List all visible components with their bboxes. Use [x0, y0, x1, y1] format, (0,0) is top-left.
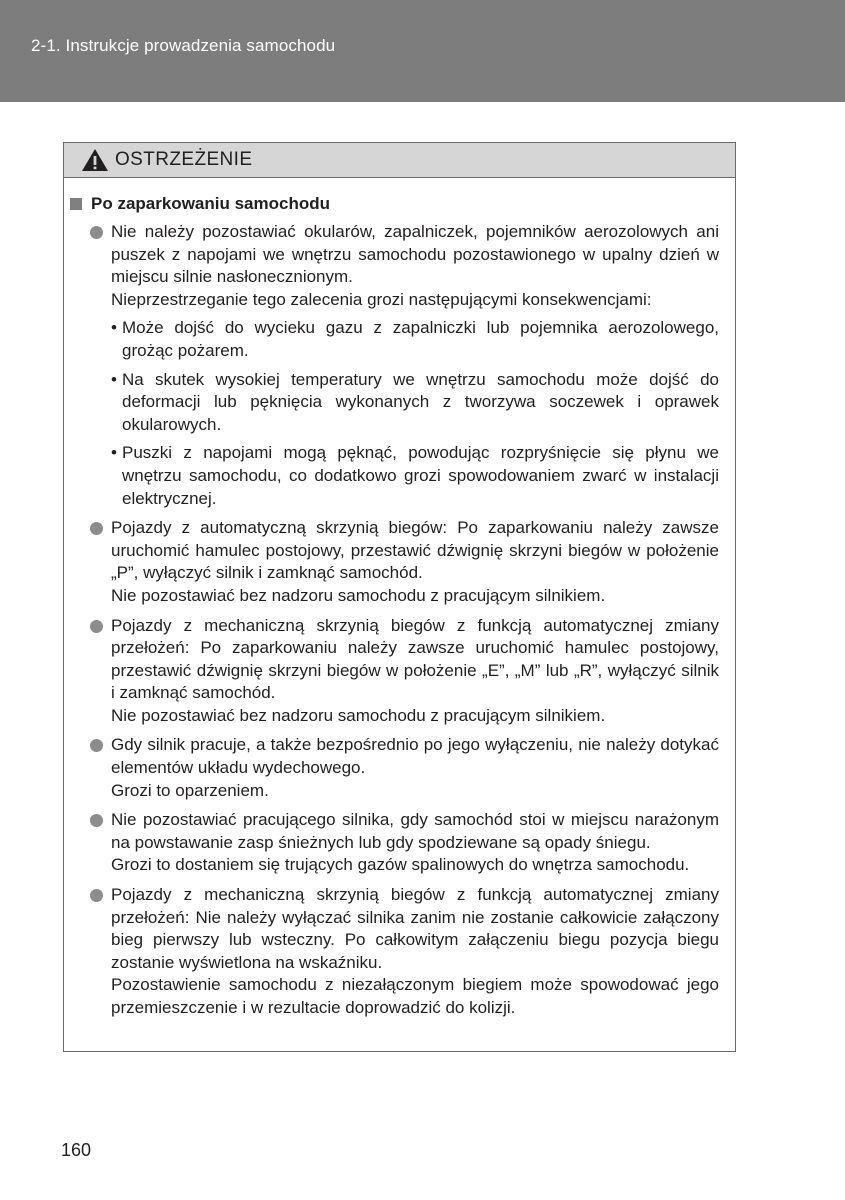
item-paragraph: Pojazdy z mechaniczną skrzynią biegów z funkcją automatycznej zmiany przełożeń: Po zaparkowaniu należy zawsze uruchomić hamulec postojowy, przestawić dźwignię skrzyni biegów w położenie „E”, „M” lub „R”, wyłączyć silnik i zamknąć samochód.	[111, 615, 719, 703]
item-paragraph: Grozi to oparzeniem.	[111, 780, 269, 800]
warning-triangle-icon	[81, 148, 109, 172]
small-bullet-icon: •	[111, 443, 117, 463]
header-bar	[0, 0, 845, 102]
sub-list-item	[111, 442, 719, 510]
sub-list-item	[111, 317, 719, 362]
item-paragraph: Grozi to dostaniem się trujących gazów spalinowych do wnętrza samochodu.	[111, 855, 690, 875]
item-paragraph: Gdy silnik pracuje, a także bezpośrednio po jego wyłączeniu, nie należy dotykać elementów układu wydechowego.	[111, 735, 719, 778]
section-heading	[69, 193, 719, 215]
warning-item	[69, 517, 719, 607]
round-bullet-icon	[90, 889, 103, 902]
warning-item	[69, 884, 719, 1020]
warning-header	[64, 143, 735, 178]
item-paragraph: Nie pozostawiać bez nadzoru samochodu z pracującym silnikiem.	[111, 585, 606, 605]
section-heading-text: Po zaparkowaniu samochodu	[91, 194, 330, 213]
warning-title: OSTRZEŻENIE	[115, 149, 253, 170]
round-bullet-icon	[90, 620, 103, 633]
warning-item	[69, 615, 719, 728]
page-number: 160	[61, 1140, 92, 1160]
round-bullet-icon	[90, 739, 103, 752]
sub-item-text: Puszki z napojami mogą pęknąć, powodując rozpryśnięcie się płynu we wnętrzu samochodu, co dodatkowo grozi spowodowaniem zwarć w instalacji elektrycznej.	[122, 443, 719, 508]
item-paragraph: Nieprzestrzeganie tego zalecenia grozi następującymi konsekwencjami:	[111, 289, 652, 309]
warning-item	[69, 734, 719, 802]
small-bullet-icon: •	[111, 318, 117, 338]
item-paragraph: Nie pozostawiać bez nadzoru samochodu z pracującym silnikiem.	[111, 705, 606, 725]
item-paragraph: Pojazdy z mechaniczną skrzynią biegów z funkcją automatycznej zmiany przełożeń: Nie należy wyłączać silnika zanim nie zostanie całkowicie załączony bieg pierwszy lub wsteczny. Po całkowitym załączeniu biegu pozycja biegu zostanie wyświetlona na wskaźniku.	[111, 885, 719, 972]
item-paragraph: Pozostawienie samochodu z niezałączonym biegiem może spowodować jego przemieszczenie i w rezultacie doprowadzić do kolizji.	[111, 975, 719, 1017]
round-bullet-icon	[90, 814, 103, 827]
chapter-title: 2-1. Instrukcje prowadzenia samochodu	[31, 36, 336, 55]
item-paragraph: Pojazdy z automatyczną skrzynią biegów: Po zaparkowaniu należy zawsze uruchomić hamulec postojowy, przestawić dźwignię skrzyni biegów w położenie „P”, wyłączyć silnik i zamknąć samochód.	[111, 518, 719, 583]
square-bullet-icon	[70, 198, 82, 210]
sub-list-item	[111, 369, 719, 437]
round-bullet-icon	[90, 522, 103, 535]
sub-list	[111, 317, 719, 510]
warning-items-list	[69, 221, 719, 1020]
item-paragraph: Nie pozostawiać pracującego silnika, gdy samochód stoi w miejscu narażonym na powstawanie zasp śnieżnych lub gdy spodziewane są opady śniegu.	[111, 810, 719, 852]
sub-item-text: Na skutek wysokiej temperatury we wnętrzu samochodu może dojść do deformacji lub pęknięcia wykonanych z tworzywa soczewek i oprawek okularowych.	[122, 369, 719, 434]
warning-box	[63, 142, 736, 1052]
round-bullet-icon	[90, 226, 103, 239]
small-bullet-icon: •	[111, 369, 117, 389]
warning-item	[69, 221, 719, 510]
item-paragraph: Nie należy pozostawiać okularów, zapalniczek, pojemników aerozolowych ani puszek z napojami we wnętrzu samochodu pozostawionego w upalny dzień w miejscu silnie nasłonecznionym.	[111, 222, 719, 287]
warning-body	[64, 178, 735, 1020]
warning-item	[69, 809, 719, 877]
sub-item-text: Może dojść do wycieku gazu z zapalniczki lub pojemnika aerozolowego, grożąc pożarem.	[122, 318, 719, 360]
